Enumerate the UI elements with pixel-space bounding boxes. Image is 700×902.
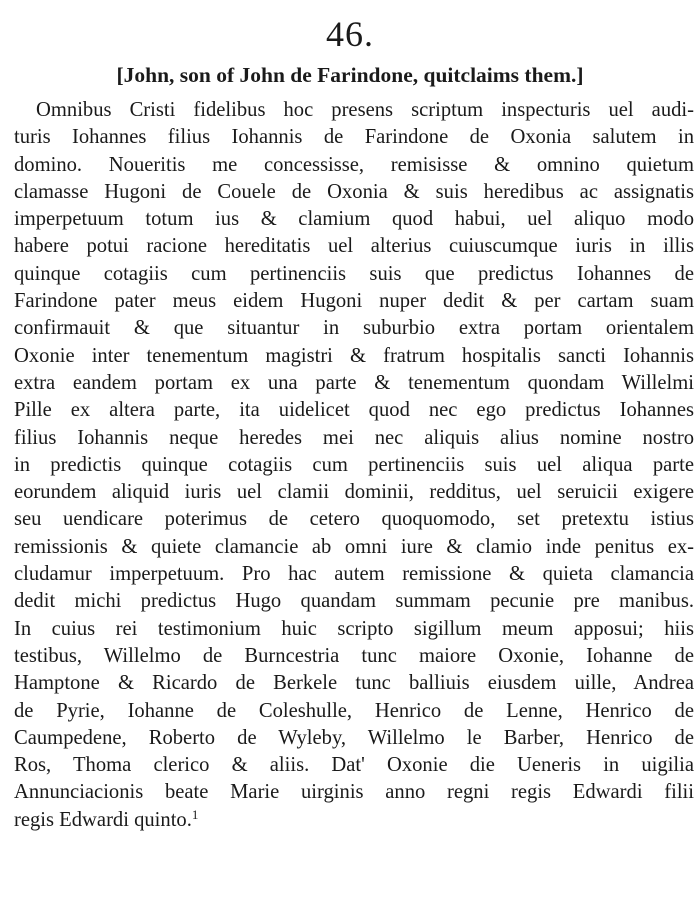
- body-line: In cuius rei testimonium huic scripto sigillum meum apposui; hiis: [14, 617, 694, 640]
- body-line: quinque cotagiis cum pertinenciis suis que predictus Iohannes de: [14, 262, 694, 285]
- final-line-text: regis Edwardi quinto.: [14, 808, 192, 831]
- body-line: de Pyrie, Iohanne de Coleshulle, Henrico de Lenne, Henrico de: [14, 699, 694, 722]
- body-line: filius Iohannis neque heredes mei nec aliquis alius nomine nostro: [14, 426, 694, 449]
- body-line: Omnibus Cristi fidelibus hoc presens scriptum inspecturis uel audi-: [36, 99, 694, 121]
- body-line: Hamptone & Ricardo de Berkele tunc balliuis eiusdem uille, Andrea: [14, 672, 694, 695]
- body-line: turis Iohannes filius Iohannis de Farindone de Oxonia salutem in: [14, 126, 694, 149]
- body-line: Ros, Thoma clerico & aliis. Dat' Oxonie die Ueneris in uigilia: [14, 754, 694, 777]
- body-line: testibus, Willelmo de Burncestria tunc maiore Oxonie, Iohanne de: [14, 644, 694, 667]
- body-line: imperpetuum totum ius & clamium quod habui, uel aliquo modo: [14, 208, 694, 231]
- body-line-final: [14, 807, 694, 834]
- body-line: cludamur imperpetuum. Pro hac autem remissione & quieta clamancia: [14, 563, 694, 586]
- body-line: dedit michi predictus Hugo quandam summam pecunie pre manibus.: [14, 590, 694, 613]
- body-line: clamasse Hugoni de Couele de Oxonia & suis heredibus ac assignatis: [14, 180, 694, 203]
- document-number: 46.: [326, 14, 374, 54]
- document-heading: [John, son of John de Farindone, quitclaims them.]: [116, 63, 584, 87]
- body-line: seu uendicare poterimus de cetero quoquomodo, set pretextu istius: [14, 508, 694, 531]
- body-line: Caumpedene, Roberto de Wyleby, Willelmo le Barber, Henrico de: [14, 726, 694, 749]
- body-line: Pille ex altera parte, ita uidelicet quod nec ego predictus Iohannes: [14, 399, 694, 422]
- body-line: domino. Noueritis me concessisse, remisisse & omnino quietum: [14, 153, 694, 176]
- body-line: Annunciacionis beate Marie uirginis anno regni regis Edwardi filii: [14, 781, 694, 804]
- body-line: Farindone pater meus eidem Hugoni nuper dedit & per cartam suam: [14, 290, 694, 313]
- document-body: [14, 97, 694, 834]
- body-line: Oxonie inter tenementum magistri & fratrum hospitalis sancti Iohannis: [14, 344, 694, 367]
- body-line: extra eandem portam ex una parte & tenementum quondam Willelmi: [14, 371, 694, 394]
- body-line: in predictis quinque cotagiis cum pertinenciis suis uel aliqua parte: [14, 453, 694, 476]
- body-line: remissionis & quiete clamancie ab omni iure & clamio inde penitus ex-: [14, 535, 694, 558]
- body-line: confirmauit & que situantur in suburbio extra portam orientalem: [14, 317, 694, 340]
- footnote-marker: 1: [191, 806, 199, 822]
- body-line: eorundem aliquid iuris uel clamii dominii, redditus, uel seruicii exigere: [14, 481, 694, 504]
- body-line: habere potui racione hereditatis uel alterius cuiuscumque iuris in illis: [14, 235, 694, 258]
